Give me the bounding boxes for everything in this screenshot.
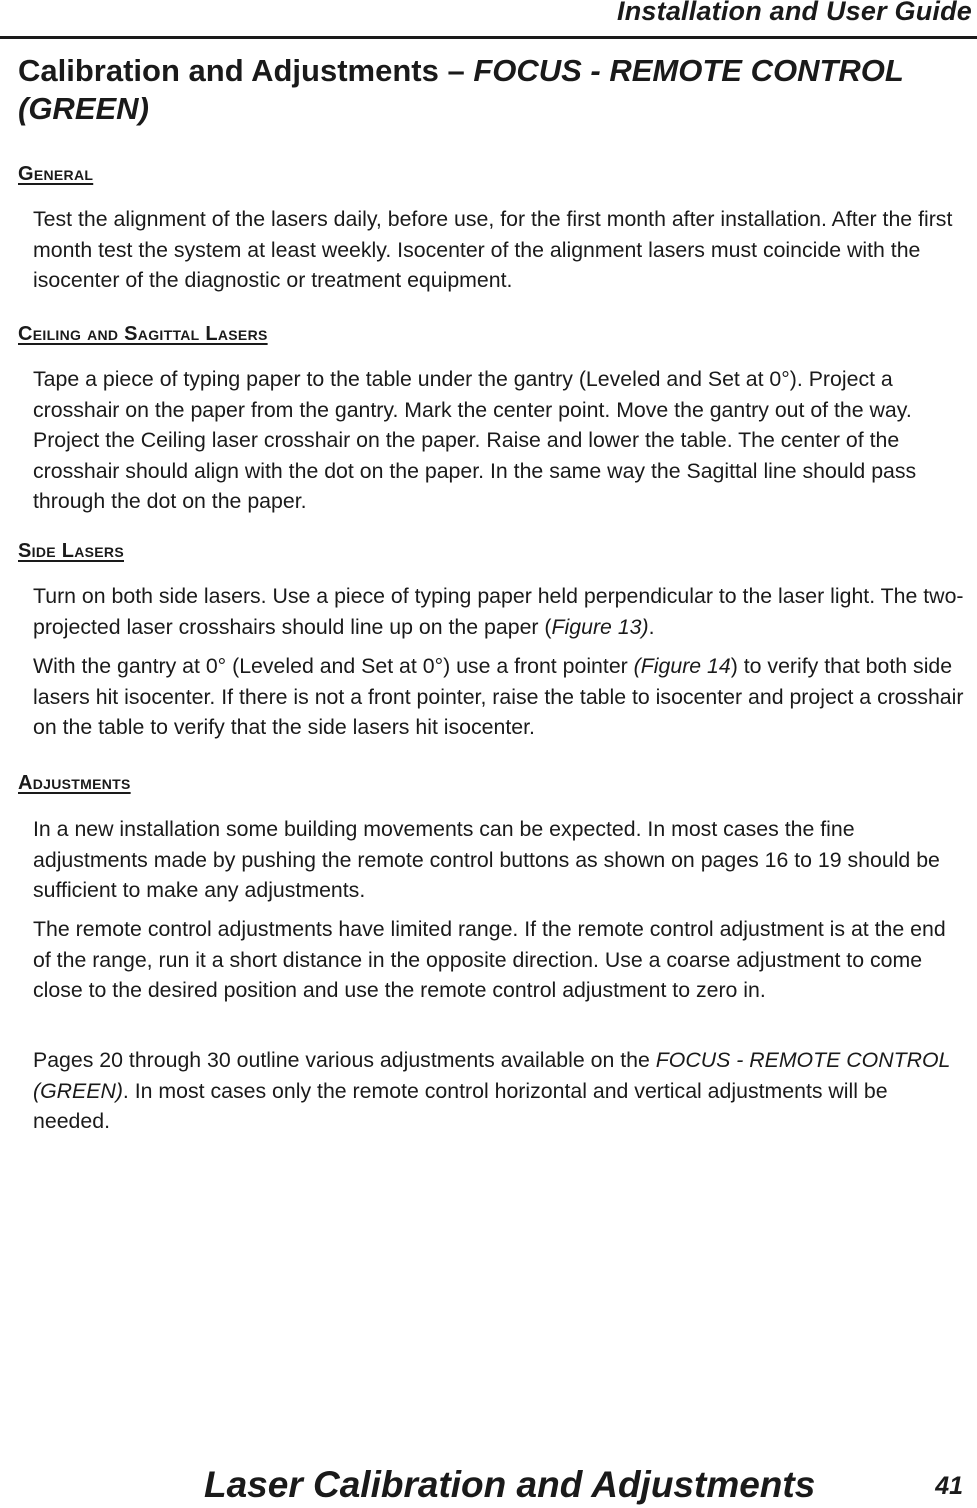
side-p2-text-b: ) to verify that both side lasers hit isocenter. If there is not a front pointer, raise the table to isocenter and project a crosshair on the table to verify that the side lasers hit isocenter. bbox=[33, 654, 964, 739]
adjustments-paragraph-1: In a new installation some building movements can be expected. In most cases the fine adjustments made by pushing the remote control buttons as shown on pages 16 to 19 should be sufficient to make any adjustments. bbox=[33, 817, 940, 902]
side-p1-text-b: . bbox=[648, 614, 655, 639]
footer-title: Laser Calibration and Adjustments bbox=[204, 1464, 816, 1505]
page-title bbox=[18, 52, 963, 128]
running-header: Installation and User Guide bbox=[617, 0, 972, 26]
figure-14-reference: (Figure 14 bbox=[633, 654, 731, 678]
section-heading-side-lasers: Side Lasers bbox=[18, 540, 124, 562]
page-title-main: Calibration and Adjustments – bbox=[18, 53, 474, 88]
ceiling-paragraph: Tape a piece of typing paper to the table under the gantry (Leveled and Set at 0°). Project a crosshair on the paper from the gantry. Mark the center point. Move the gantry out of the way. Project the Ceiling laser crosshair on the paper. Raise and lower the table. The center of the crosshair should align with the dot on the paper. In the same way the Sagittal line should pass through the dot on the paper. bbox=[33, 367, 917, 513]
adjustments-paragraph-2: The remote control adjustments have limited range. If the remote control adjustment is at the end of the range, run it a short distance in the opposite direction. Use a coarse adjustment to come close to the desired position and use the remote control adjustment to zero in. bbox=[33, 917, 946, 1002]
adjustments-paragraph-3 bbox=[33, 1045, 968, 1137]
section-heading-adjustments: Adjustments bbox=[18, 772, 131, 794]
header-rule bbox=[0, 36, 977, 39]
section-heading-general: General bbox=[18, 163, 94, 185]
side-p1-text-a: Turn on both side lasers. Use a piece of typing paper held perpendicular to the laser light. The two-projected laser crosshairs should line up on the paper ( bbox=[33, 584, 964, 639]
section-heading-ceiling-sagittal: Ceiling and Sagittal Lasers bbox=[18, 323, 268, 345]
adj-p3-text-a: Pages 20 through 30 outline various adjustments available on the bbox=[33, 1048, 656, 1072]
page-title-product: FOCUS - REMOTE CONTROL (GREEN) bbox=[18, 53, 904, 126]
adj-p3-text-b: . In most cases only the remote control horizontal and vertical adjustments will be needed. bbox=[33, 1078, 888, 1133]
general-paragraph: Test the alignment of the lasers daily, before use, for the first month after installation. After the first month test the system at least weekly. Isocenter of the alignment lasers must coincide with the isocenter of the diagnostic or treatment equipment. bbox=[33, 207, 953, 292]
side-paragraph-2 bbox=[33, 651, 968, 743]
product-name-reference: FOCUS - REMOTE CONTROL (GREEN) bbox=[33, 1048, 950, 1103]
page-number: 41 bbox=[935, 1472, 963, 1500]
figure-13-reference: Figure 13) bbox=[551, 614, 649, 639]
side-paragraph-1 bbox=[33, 581, 968, 642]
side-p2-text-a: With the gantry at 0° (Leveled and Set at 0°) use a front pointer bbox=[33, 654, 634, 678]
